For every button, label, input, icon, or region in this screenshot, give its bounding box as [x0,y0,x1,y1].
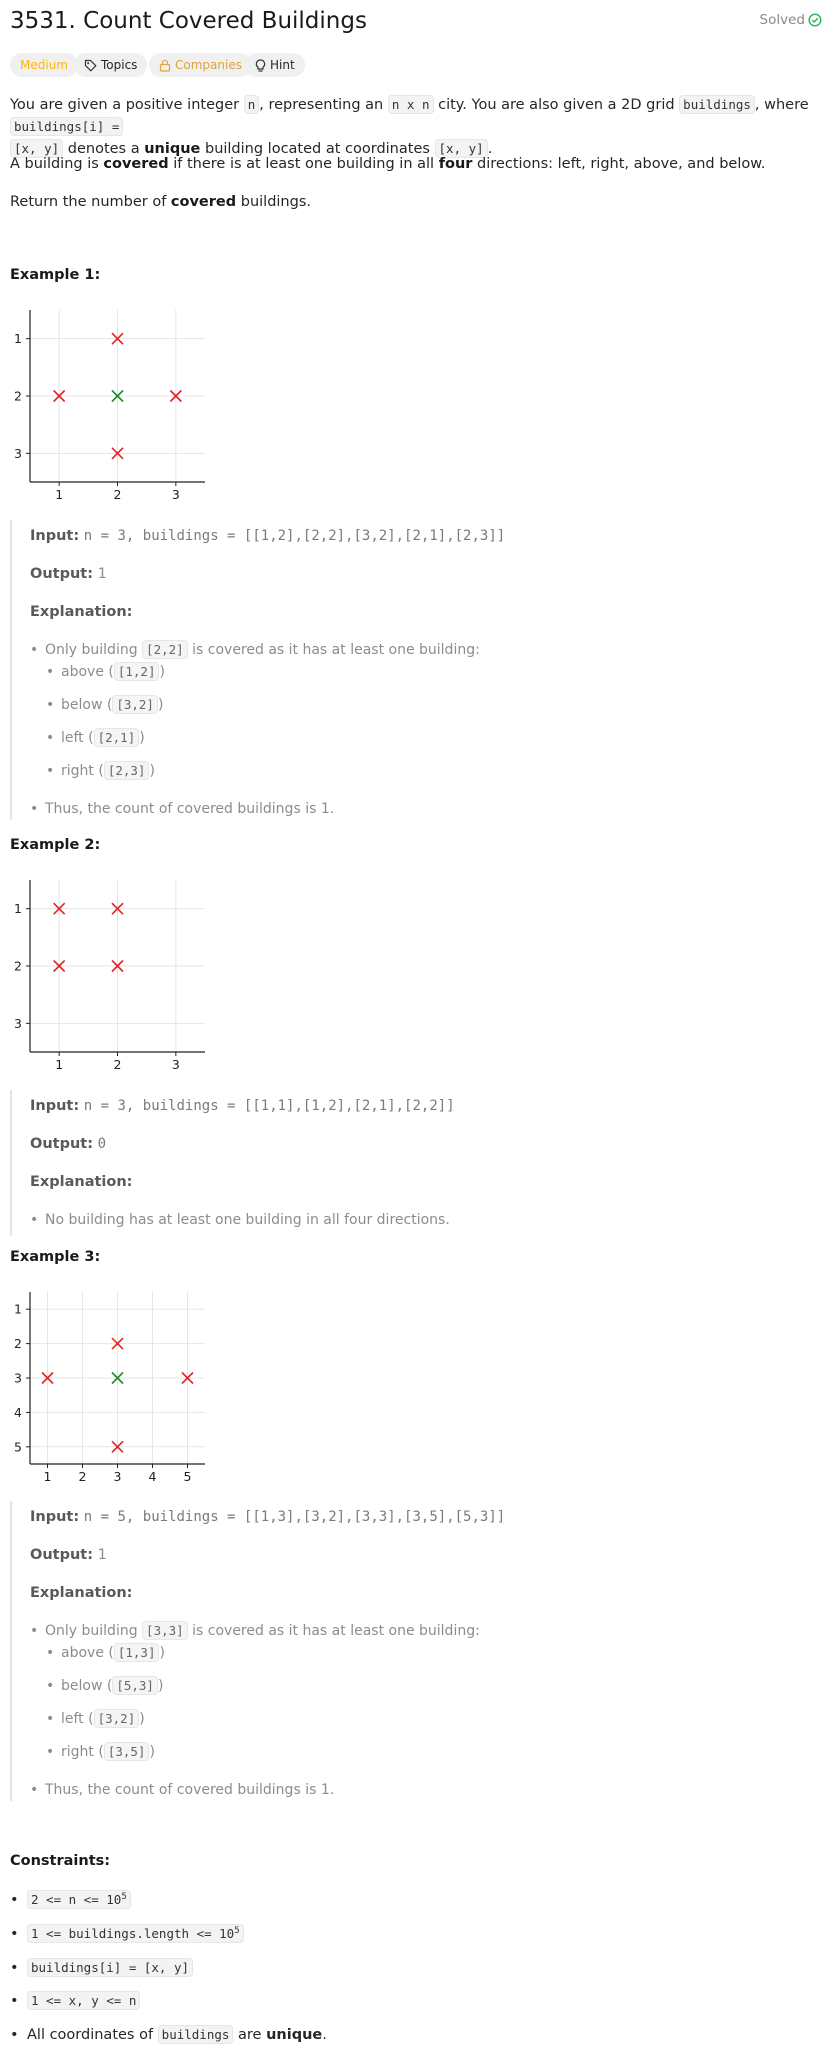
y-tick-label: 2 [14,1336,22,1352]
constraint-building-format: • buildings[i] = [x, y] [27,1960,193,1976]
example-1-sub-above: • above ( [1,2] ) [61,664,165,680]
y-tick-label: 5 [14,1439,22,1455]
example-3-chart [10,1287,210,1487]
example-1-input: Input: n = 3, buildings = [[1,2],[2,2],[3,2],[2,1],[2,3]] [30,528,506,544]
example-1-sub-left: • left ( [2,1] ) [61,730,145,746]
example-3-explanation-label: Explanation: [30,1585,133,1601]
x-tick-label: 1 [43,1469,52,1484]
constraint-unique-coordinates: • All coordinates of buildings are unique. [27,2027,327,2043]
y-tick-label: 1 [14,1301,22,1317]
example-3-explanation-bullet: • Only building [3,3] is covered as it has at least one building: [45,1623,480,1639]
example-1-explanation-bullet: • Only building [2,2] is covered as it has at least one building: [45,642,480,658]
example-1-sub-below: • below ( [3,2] ) [61,697,163,713]
solved-label: Solved [759,12,805,28]
tag-icon [84,59,97,72]
example-2-explanation-bullet: • No building has at least one building in all four directions. [45,1212,450,1228]
x-tick-label: 2 [113,1057,122,1072]
example-2-explanation-label: Explanation: [30,1174,133,1190]
hint-button[interactable] [245,53,305,77]
example-1-block [10,520,827,820]
solved-status [760,12,822,28]
x-tick-label: 3 [113,1469,122,1484]
example-1-summary-bullet: • Thus, the count of covered buildings is 1. [45,801,334,817]
description-paragraph-2: A building is covered if there is at least one building in all four directions: left, right, above, and below. [10,156,766,172]
y-tick-label: 2 [14,388,22,404]
page-title: 3531. Count Covered Buildings [10,8,367,34]
constraint-buildings-length: • 1 <= buildings.length <= $10^5$ [27,1926,244,1942]
x-tick-label: 4 [148,1469,157,1484]
description-paragraph-1: You are given a positive integer n , representing an n x n city. You are also given a 2D grid buildings , where buildings[i] = [x, y] denotes a unique building located at coordinates [x, y] . [10,97,809,157]
topics-tag-button[interactable] [74,53,147,77]
example-1-sub-right: • right ( [2,3] ) [61,763,155,779]
example-1-explanation-label: Explanation: [30,604,133,620]
example-2-output: Output: 0 [30,1136,107,1152]
companies-tag-button[interactable] [149,53,252,77]
y-tick-label: 1 [14,331,22,347]
example-3-sub-left: • left ( [3,2] ) [61,1711,145,1727]
x-tick-label: 3 [171,1057,180,1072]
example-3-sub-right: • right ( [3,5] ) [61,1744,155,1760]
description-paragraph-3: Return the number of covered buildings. [10,194,311,210]
y-tick-label: 1 [14,901,22,917]
example-1-output: Output: 1 [30,566,107,582]
y-tick-label: 4 [14,1404,22,1420]
x-tick-label: 5 [183,1469,192,1484]
constraint-n-range: • $2 <= n <= 10^5$ [27,1892,131,1908]
constraint-xy-range: • 1 <= x, y <= n [27,1993,140,2009]
y-tick-label: 3 [14,445,22,461]
hint-label: Hint [270,58,295,72]
constraints-heading: Constraints: [10,1853,111,1869]
example-1-chart [10,305,210,505]
y-tick-label: 2 [14,958,22,974]
lock-icon [159,59,171,72]
example-3-block [10,1501,827,1801]
example-3-sub-below: • below ( [5,3] ) [61,1678,163,1694]
difficulty-badge[interactable]: Medium [10,53,78,77]
y-tick-label: 3 [14,1370,22,1386]
example-3-input: Input: n = 5, buildings = [[1,3],[3,2],[3,3],[3,5],[5,3]] [30,1509,506,1525]
example-2-block [10,1090,827,1236]
example-3-sub-above: • above ( [1,3] ) [61,1645,165,1661]
x-tick-label: 1 [55,487,64,502]
check-circle-icon [808,13,822,27]
y-tick-label: 3 [14,1015,22,1031]
companies-label: Companies [175,58,242,72]
example-2-chart [10,875,210,1075]
x-tick-label: 1 [55,1057,64,1072]
x-tick-label: 3 [171,487,180,502]
example-2-input: Input: n = 3, buildings = [[1,1],[1,2],[2,1],[2,2]] [30,1098,455,1114]
x-tick-label: 2 [78,1469,87,1484]
example-2-heading: Example 2: [10,837,101,853]
lightbulb-icon [255,59,266,72]
topics-label: Topics [101,58,138,72]
example-1-heading: Example 1: [10,267,101,283]
example-3-summary-bullet: • Thus, the count of covered buildings is 1. [45,1782,334,1798]
example-3-output: Output: 1 [30,1547,107,1563]
x-tick-label: 2 [113,487,122,502]
example-3-heading: Example 3: [10,1249,101,1265]
